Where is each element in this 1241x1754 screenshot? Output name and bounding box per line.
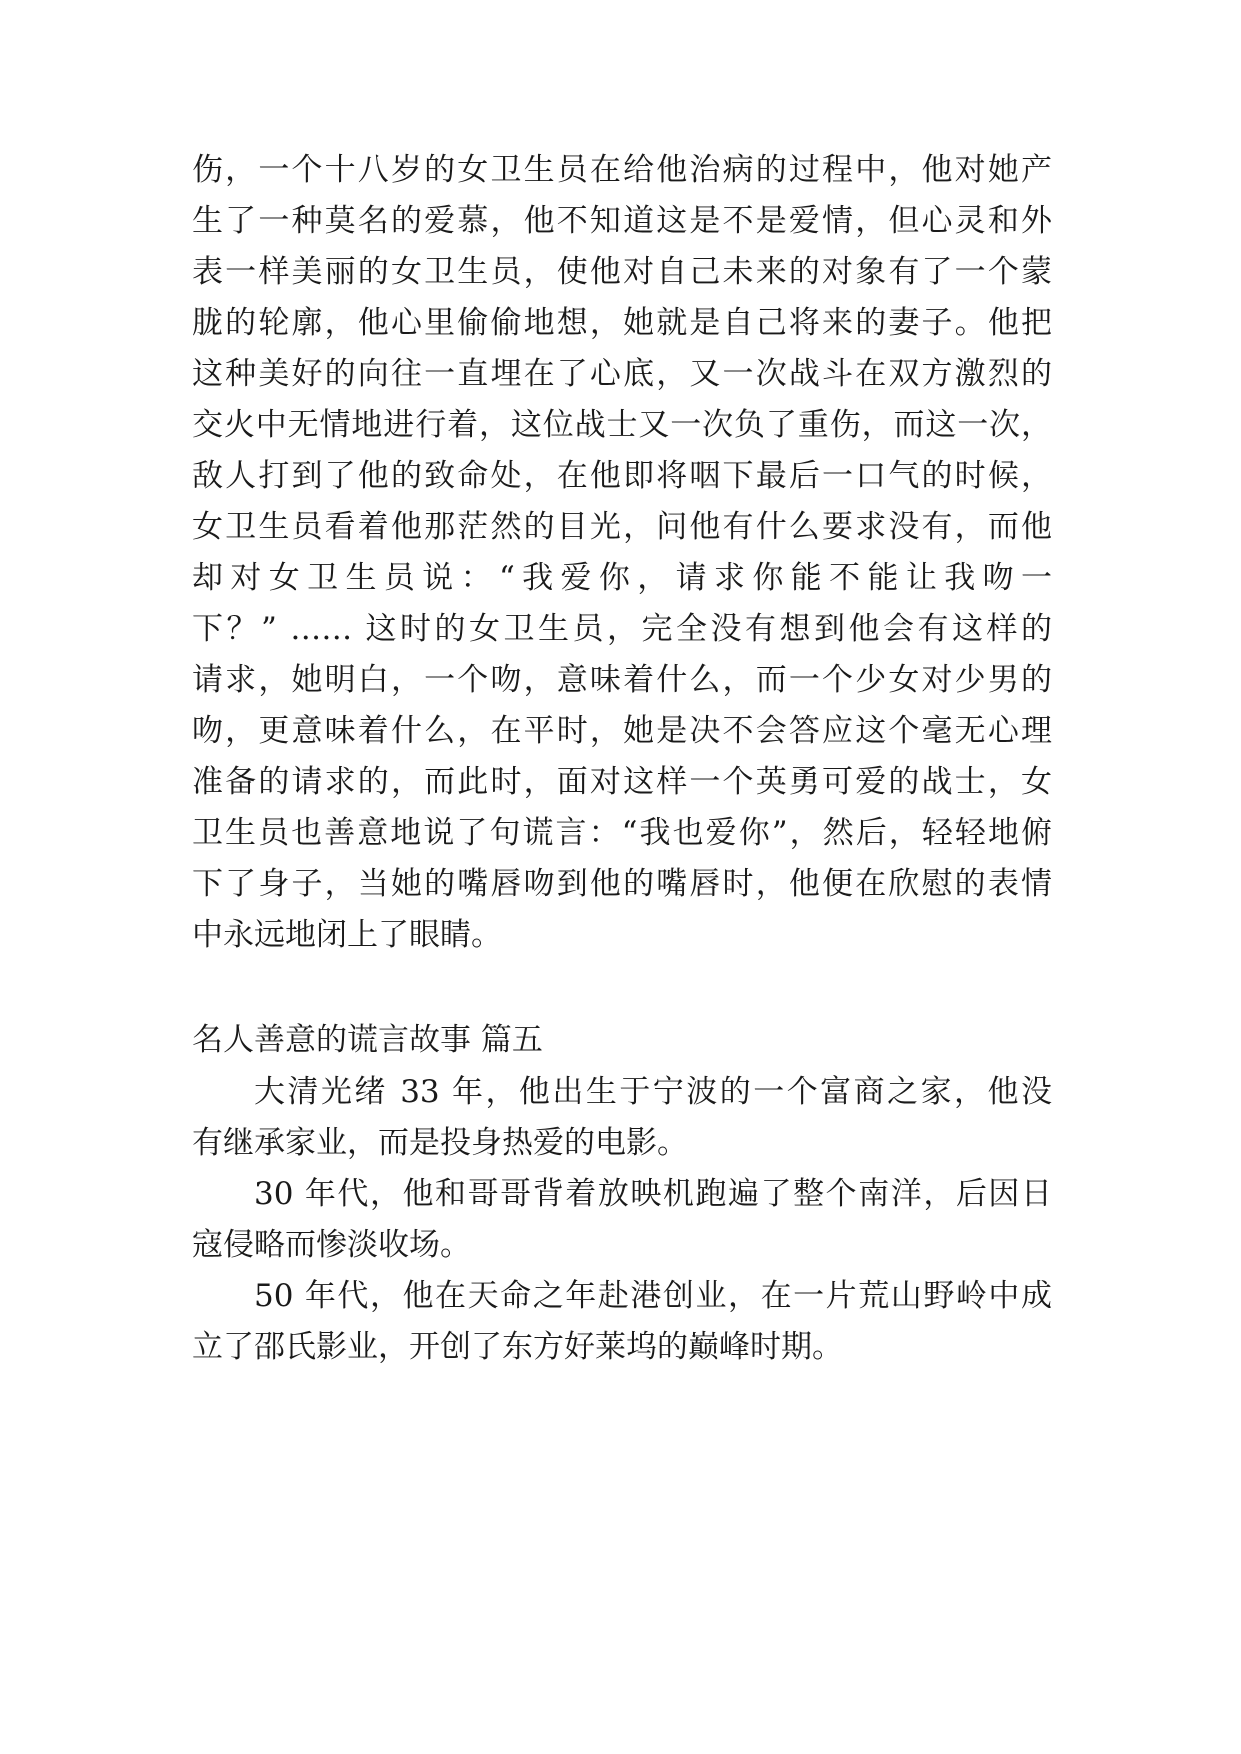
body-text-line: 请求，她明白，一个吻，意味着什么，而一个少女对少男的	[192, 662, 1052, 698]
body-text-line: 下了身子，当她的嘴唇吻到他的嘴唇时，他便在欣慰的表情	[192, 866, 1052, 902]
body-text-line: 表一样美丽的女卫生员，使他对自己未来的对象有了一个蒙	[192, 254, 1052, 290]
paragraph-first-line: 大清光绪 33 年，他出生于宁波的一个富商之家，他没	[254, 1074, 1052, 1110]
body-text-line: 这种美好的向往一直埋在了心底，又一次战斗在双方激烈的	[192, 356, 1052, 392]
paragraph-line: 立了邵氏影业，开创了东方好莱坞的巅峰时期。	[192, 1329, 843, 1365]
body-text-line: 中永远地闭上了眼睛。	[192, 917, 502, 953]
body-text-line: 下？” …… 这时的女卫生员，完全没有想到他会有这样的	[192, 611, 1052, 647]
body-text-line: 卫生员也善意地说了句谎言：“我也爱你”，然后，轻轻地俯	[192, 815, 1052, 851]
body-text-line: 生了一种莫名的爱慕，他不知道这是不是爱情，但心灵和外	[192, 203, 1052, 239]
paragraph-line: 寇侵略而惨淡收场。	[192, 1227, 471, 1263]
paragraph-first-line: 50 年代，他在天命之年赴港创业，在一片荒山野岭中成	[254, 1278, 1052, 1314]
paragraph-line: 有继承家业，而是投身热爱的电影。	[192, 1125, 688, 1161]
body-text-line: 敌人打到了他的致命处，在他即将咽下最后一口气的时候，	[192, 458, 1052, 494]
paragraph-first-line: 30 年代，他和哥哥背着放映机跑遍了整个南洋，后因日	[254, 1176, 1052, 1212]
body-text-line: 女卫生员看着他那茫然的目光，问他有什么要求没有，而他	[192, 509, 1052, 545]
body-text-line: 吻，更意味着什么，在平时，她是决不会答应这个毫无心理	[192, 713, 1052, 749]
body-text-line: 交火中无情地进行着，这位战士又一次负了重伤，而这一次，	[192, 407, 1052, 443]
body-text-line: 伤，一个十八岁的女卫生员在给他治病的过程中，他对她产	[192, 152, 1052, 188]
body-text-line: 准备的请求的，而此时，面对这样一个英勇可爱的战士，女	[192, 764, 1052, 800]
body-text-line: 胧的轮廓，他心里偷偷地想，她就是自己将来的妻子。他把	[192, 305, 1052, 341]
section-heading: 名人善意的谎言故事 篇五	[192, 1022, 543, 1058]
body-text-line: 却对女卫生员说：“我爱你，请求你能不能让我吻一	[192, 560, 1052, 596]
